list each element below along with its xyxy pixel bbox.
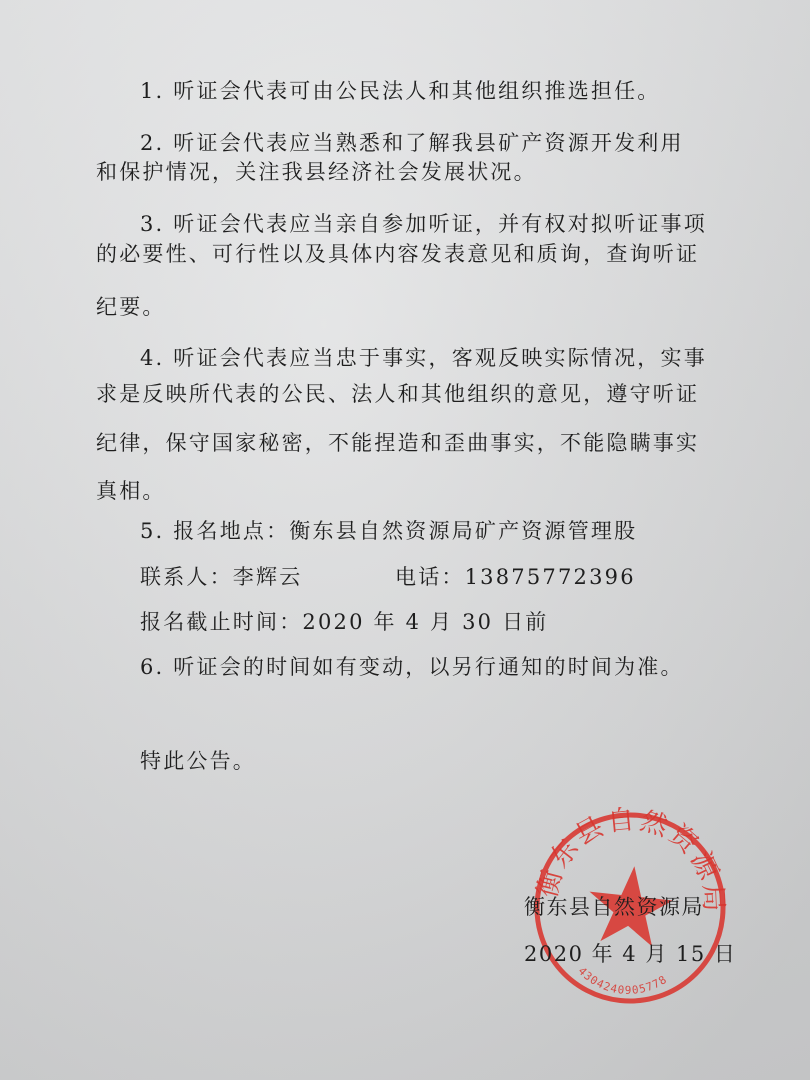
svg-text:衡东县自然资源局: 衡东县自然资源局 — [531, 803, 730, 916]
text-line-4: 3. 听证会代表应当亲自参加听证，并有权对拟听证事项 — [140, 212, 707, 236]
signature-date: 2020 年 4 月 15 日 — [524, 942, 737, 966]
text-line-13: 6. 听证会的时间如有变动，以另行通知的时间为准。 — [140, 655, 684, 679]
svg-text:4304240905778: 4304240905778 — [575, 964, 670, 997]
text-line-3: 和保护情况，关注我县经济社会发展状况。 — [96, 160, 537, 184]
contact-phone: 电话：13875772396 — [395, 565, 636, 589]
text-line-10: 真相。 — [96, 479, 166, 503]
text-line-6: 纪要。 — [96, 295, 166, 319]
text-line-5: 的必要性、可行性以及具体内容发表意见和质询，查询听证 — [96, 242, 700, 266]
text-line-12: 报名截止时间：2020 年 4 月 30 日前 — [140, 610, 549, 634]
contact-person: 联系人：李辉云 — [140, 565, 303, 589]
signature-org: 衡东县自然资源局 — [524, 895, 704, 919]
text-line-11: 5. 报名地点：衡东县自然资源局矿产资源管理股 — [140, 519, 638, 543]
text-line-7: 4. 听证会代表应当忠于事实，客观反映实际情况，实事 — [140, 346, 707, 370]
text-line-9: 纪律，保守国家秘密，不能捏造和歪曲事实，不能隐瞒事实 — [96, 431, 700, 455]
closing-line: 特此公告。 — [140, 749, 256, 773]
text-line-2: 2. 听证会代表应当熟悉和了解我县矿产资源开发利用 — [140, 131, 684, 155]
text-line-1: 1. 听证会代表可由公民法人和其他组织推选担任。 — [140, 79, 661, 103]
text-line-8: 求是反映所代表的公民、法人和其他组织的意见，遵守听证 — [96, 382, 700, 406]
